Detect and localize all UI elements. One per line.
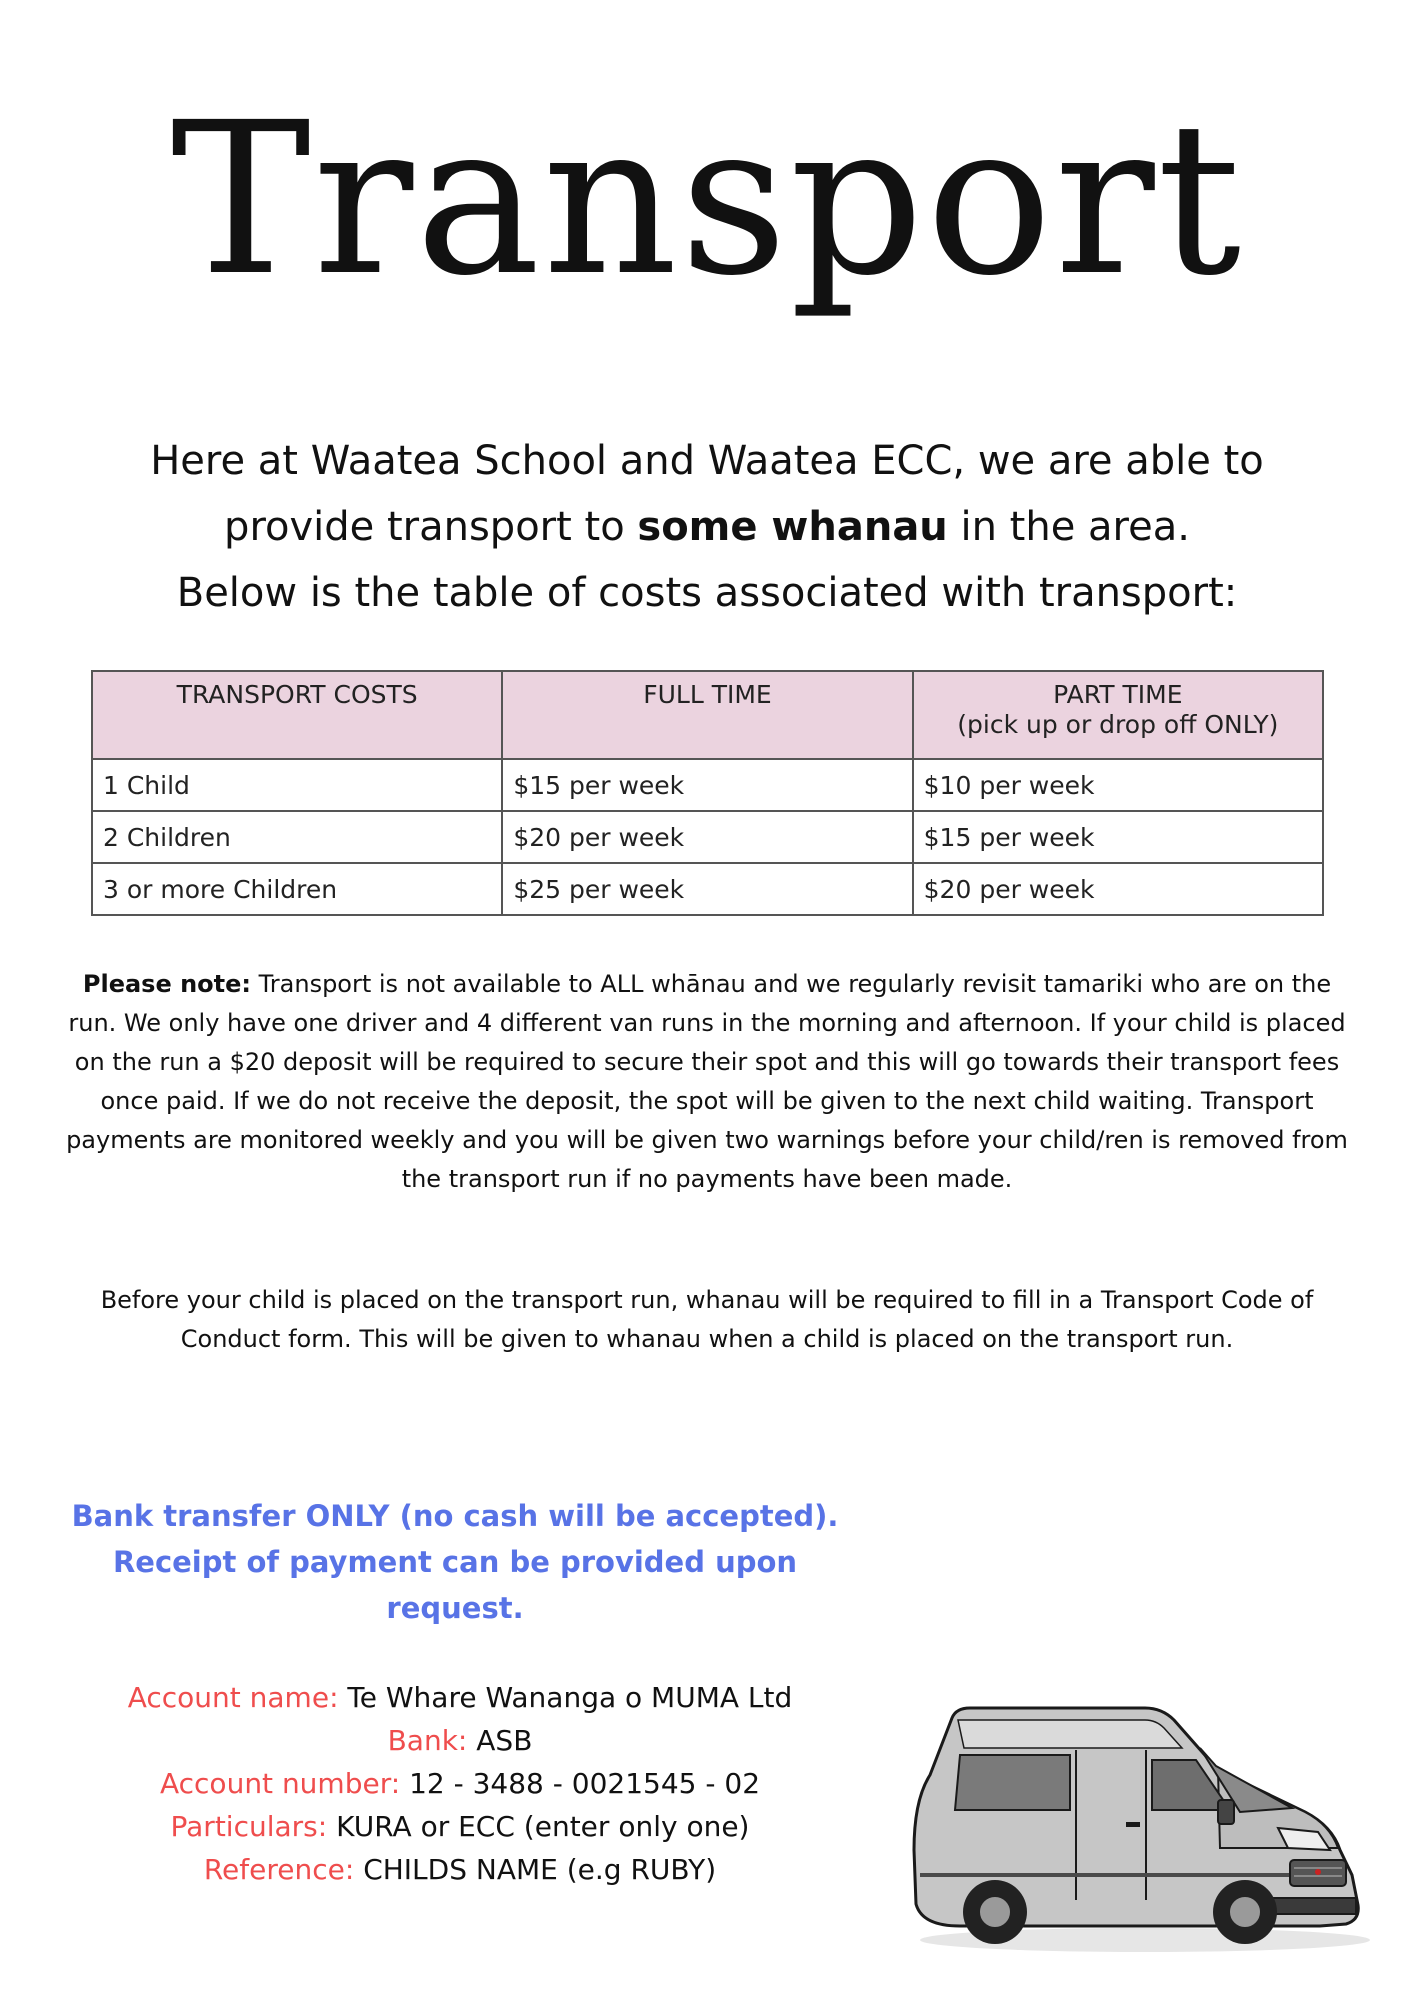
page-title: Transport <box>170 77 1244 322</box>
reference-label: Reference: <box>203 1853 355 1886</box>
please-note-paragraph <box>60 965 1354 1199</box>
table-row <box>92 811 1323 863</box>
intro-line-1: Here at Waatea School and Waatea ECC, we are able to <box>150 438 1264 484</box>
header-full-time: FULL TIME <box>502 671 912 759</box>
bank-notice-line-1: Bank transfer ONLY (no cash will be accepted). <box>71 1499 839 1533</box>
intro-text <box>40 428 1374 626</box>
row-label: 2 Children <box>92 811 502 863</box>
intro-line-3: Below is the table of costs associated with transport: <box>176 570 1238 616</box>
bank-transfer-notice <box>70 1493 840 1631</box>
row-label: 3 or more Children <box>92 863 502 915</box>
table-header-row <box>92 671 1323 759</box>
part-time-cost: $10 per week <box>913 759 1323 811</box>
particulars-label: Particulars: <box>170 1810 328 1843</box>
reference-line <box>60 1848 860 1891</box>
bank-value: ASB <box>467 1724 533 1757</box>
account-name-line <box>60 1676 860 1719</box>
header-part-time-subtitle: (pick up or drop off ONLY) <box>957 710 1279 739</box>
part-time-cost: $20 per week <box>913 863 1323 915</box>
table-row <box>92 863 1323 915</box>
intro-line-2 <box>40 494 1374 560</box>
account-number-line <box>60 1762 860 1805</box>
code-of-conduct-paragraph: Before your child is placed on the transport run, whanau will be required to fill in a Transport Code of Conduct form. This will be given to whanau when a child is placed on the transport run. <box>100 1286 1314 1353</box>
particulars-value: KURA or ECC (enter only one) <box>327 1810 750 1843</box>
note-text: Transport is not available to ALL whānau and we regularly revisit tamariki who are on the run. We only have one driver and 4 different van runs in the morning and afternoon. If your child is placed on the run a $20 deposit will be required to secure their spot and this will go towards their transport fees once paid. If we do not receive the deposit, the spot will be given to the next child waiting. Transport payments are monitored weekly and you will be given two warnings before your child/ren is removed from the transport run if no payments have been made. <box>66 970 1348 1193</box>
bank-details <box>60 1676 860 1891</box>
bank-notice-line-2: Receipt of payment can be provided upon <box>112 1545 798 1579</box>
account-name-label: Account name: <box>127 1681 339 1714</box>
account-name-value: Te Whare Wananga o MUMA Ltd <box>338 1681 793 1714</box>
account-number-value: 12 - 3488 - 0021545 - 02 <box>400 1767 761 1800</box>
bank-label: Bank: <box>387 1724 468 1757</box>
full-time-cost: $15 per week <box>502 759 912 811</box>
full-time-cost: $20 per week <box>502 811 912 863</box>
particulars-line <box>60 1805 860 1848</box>
note-label: Please note: <box>82 970 252 998</box>
van-icon <box>900 1700 1380 1955</box>
bank-line <box>60 1719 860 1762</box>
intro-line-2-end: in the area. <box>947 504 1190 550</box>
header-part-time-title: PART TIME <box>1053 680 1183 709</box>
row-label: 1 Child <box>92 759 502 811</box>
account-number-label: Account number: <box>159 1767 401 1800</box>
transport-costs-table <box>91 670 1324 916</box>
part-time-cost: $15 per week <box>913 811 1323 863</box>
intro-emphasis: some whanau <box>637 504 948 550</box>
reference-value: CHILDS NAME (e.g RUBY) <box>354 1853 717 1886</box>
bank-notice-line-3: request. <box>386 1591 524 1625</box>
table-row <box>92 759 1323 811</box>
full-time-cost: $25 per week <box>502 863 912 915</box>
header-part-time <box>913 671 1323 759</box>
intro-line-2-start: provide transport to <box>224 504 638 550</box>
header-transport-costs: TRANSPORT COSTS <box>92 671 502 759</box>
